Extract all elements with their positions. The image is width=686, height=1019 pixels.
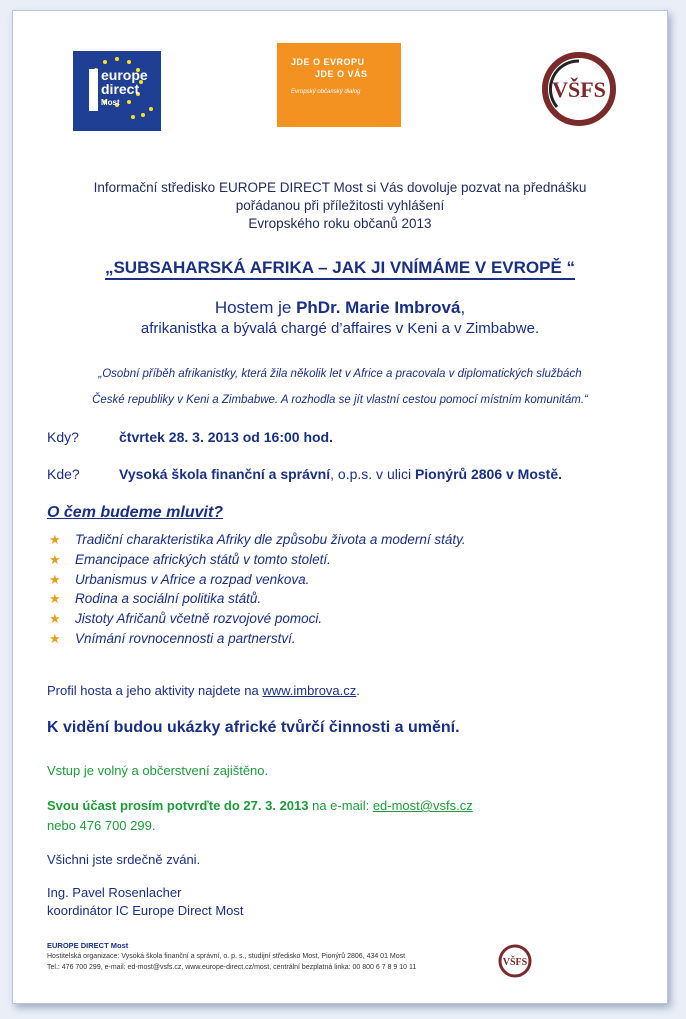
topics-heading: O čem budeme mluvit? [47,504,224,521]
host-line [13,298,667,318]
entry-text: Vstup je volný a občerstvení zajištěno. [47,763,269,778]
event-title [13,258,667,278]
logo-jde-line1: JDE O EVROPU [291,57,365,67]
list-item [47,589,466,609]
profile-line [47,683,360,698]
profile-text: Profil hosta a jeho aktivity najdete na [47,683,263,698]
star-bullet-icon: ★ [49,611,61,627]
rsvp-block [47,796,473,836]
where-row [47,466,562,482]
topic-text: Emancipace afrických států v tomto století. [75,551,331,567]
footer-line-1: Hostitelská organizace: Vysoká škola finanční a správní, o. p. s., studijní středisko Most, Pionýrů 2806, 434 01 Most [47,953,406,960]
topic-text: Jistoty Afričanů včetně rozvojové pomoci. [75,611,323,627]
where-street: Pionýrů 2806 v Mostě. [414,466,563,482]
star-bullet-icon: ★ [49,571,61,587]
intro-text [13,179,667,233]
topic-text: Vnímání rovnocennosti a partnerství. [75,630,296,646]
quote-line-2: České republiky v Keni a Zimbabwe. A rozhodla se jít vlastní cestou pomocí místním komunitám.“ [92,394,588,406]
list-item [47,530,466,550]
footer-line-2: Tel.: 476 700 299, e-mail: ed-most@vsfs.cz, www.europe-direct.cz/most, centrální bezplatná linka: 00 800 6 7 8 9 10 11 [47,964,417,971]
when-label: Kdy? [47,429,79,445]
when-row [47,429,333,445]
vsfs-logo [539,49,619,129]
vsfs-logo-text: VŠFS [552,77,606,102]
host-suffix: , [460,298,466,317]
logo-jde-line2: JDE O VÁS [315,69,368,79]
list-item [47,629,466,649]
showcase-text: K vidění budou ukázky africké tvůrčí činnosti a umění. [47,719,460,736]
vsfs-small-logo-text: VŠFS [502,957,528,968]
intro-line-3: Evropského roku občanů 2013 [248,216,432,231]
list-item [47,609,466,629]
list-item [47,550,466,570]
signature [47,884,244,920]
rsvp-mid: na e-mail: [308,798,373,813]
logo-text-direct: direct [101,81,140,97]
info-i-icon [89,69,98,111]
topic-text: Urbanismus v Africe a rozpad venkova. [75,571,310,587]
intro-line-2: pořádanou při příležitosti vyhlášení [235,198,445,213]
rsvp-bold: Svou účast prosím potvrďte do 27. 3. 2013 [47,798,309,813]
star-bullet-icon: ★ [49,551,61,567]
logo-text-most: Most [101,98,120,107]
intro-line-1: Informační středisko EUROPE DIRECT Most si Vás dovoluje pozvat na přednášku [93,180,587,195]
topic-text: Tradiční charakteristika Afriky dle způsobu života a moderní státy. [75,532,466,547]
topics-list [47,530,466,649]
invitation-page [12,10,668,1004]
jde-o-evropu-logo [277,43,401,127]
event-title-text: „SUBSAHARSKÁ AFRIKA – JAK JI VNÍMÁME V EVROPĚ “ [105,258,575,280]
star-bullet-icon: ★ [49,630,61,646]
logo-jde-line3: Evropský občanský dialog [291,89,361,95]
host-quote [13,361,667,413]
rsvp-phone: nebo 476 700 299. [47,818,156,833]
when-value: čtvrtek 28. 3. 2013 od 16:00 hod. [119,429,333,445]
signature-name: Ing. Pavel Rosenlacher [47,885,182,900]
host-prefix: Hostem je [214,298,297,317]
welcome-text: Všichni jste srdečně zváni. [47,852,201,867]
logo-text-europe: europe [101,67,148,83]
list-item [47,570,466,590]
profile-end: . [356,683,360,698]
europe-direct-logo [73,51,161,131]
where-label: Kde? [47,466,80,482]
where-mid: , o.p.s. v ulici [330,466,415,482]
footer-heading: EUROPE DIRECT Most [47,941,129,950]
imbrova-link[interactable]: www.imbrova.cz [262,683,357,698]
topic-text: Rodina a sociální politika států. [75,591,262,607]
quote-line-1: „Osobní příběh afrikanistky, která žila několik let v Africe a pracovala v diplomatických službách [98,368,582,380]
email-link[interactable]: ed-most@vsfs.cz [372,798,473,813]
star-bullet-icon: ★ [49,591,61,607]
star-bullet-icon: ★ [49,532,61,547]
host-name: PhDr. Marie Imbrová [296,298,461,317]
where-school: Vysoká škola finanční a správní [119,466,331,482]
host-description: afrikanistka a bývalá chargé d’affaires v Keni a v Zimbabwe. [140,320,540,337]
vsfs-small-logo [497,943,533,979]
footer [47,940,416,973]
signature-role: koordinátor IC Europe Direct Most [47,903,244,918]
